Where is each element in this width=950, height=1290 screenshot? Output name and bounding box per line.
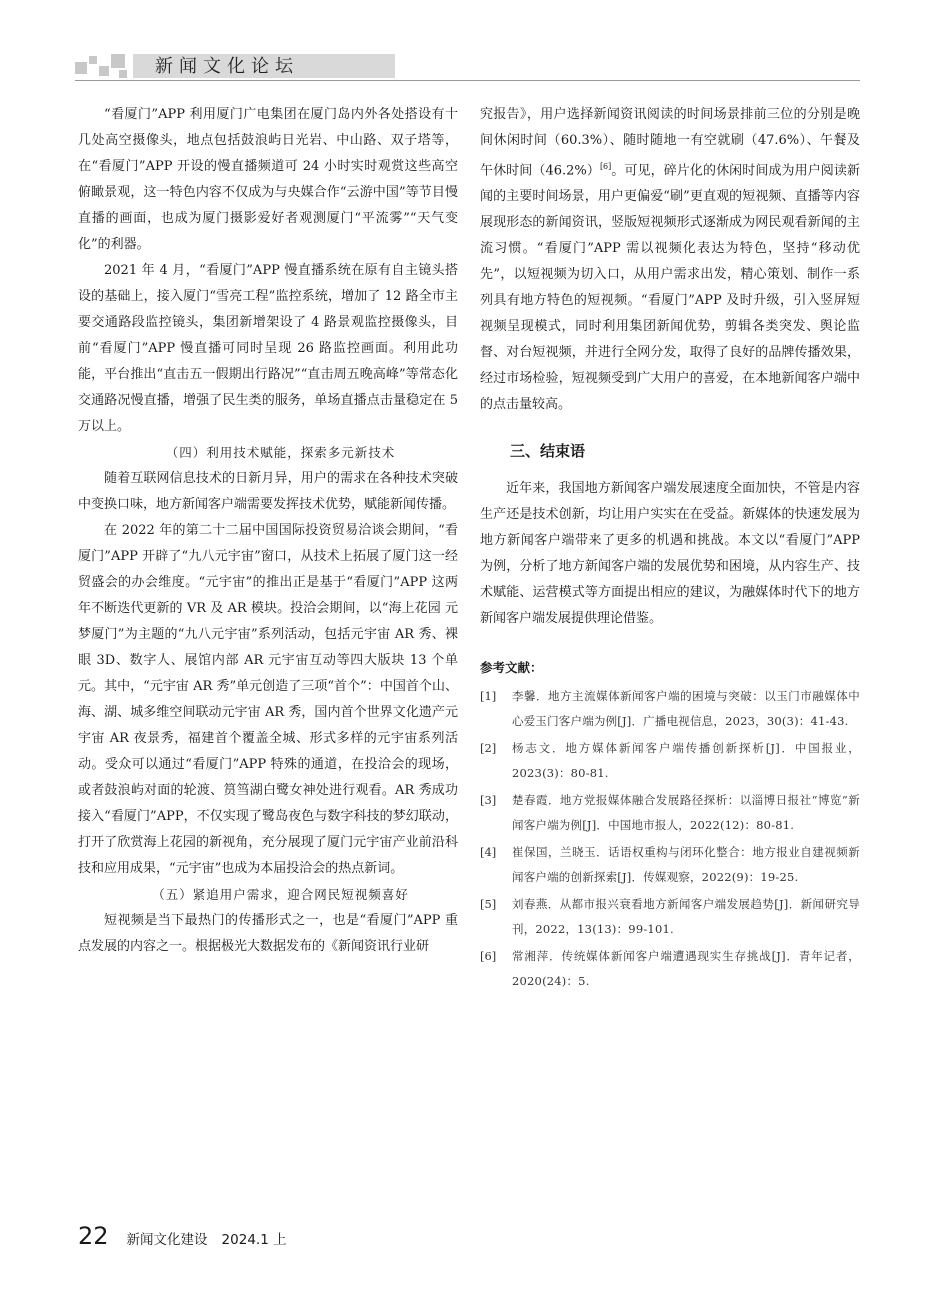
paragraph: “看厦门”APP 利用厦门广电集团在厦门岛内外各处搭设有十几处高空摄像头，地点包括鼓浪屿日光岩、中山路、双子塔等，在“看厦门”APP 开设的慢直播频道可 24 小时实时观赏这些高空俯瞰景观，这一特色内容不仅成为与央媒合作“云游中国”等节目慢直播的画面，也成为厦门摄影爱好者观测厦门“平流雾”“天气变化”的利器。 (78, 107, 458, 252)
reference-text: 崔保国，兰晓玉．话语权重构与闭环化整合：地方报业自建视频新闻客户端的创新探索[J]．传媒观察，2022(9)：19-25. (512, 845, 860, 885)
reference-number: [6] (480, 949, 497, 964)
reference-item (480, 684, 860, 734)
page-number: 22 (78, 1222, 109, 1250)
paragraph: 在 2022 年的第二十二届中国国际投资贸易洽谈会期间，“看厦门”APP 开辟了“九八元宇宙”窗口，从技术上拓展了厦门这一经贸盛会的办会维度。“元宇宙”的推出正是基于“看厦门”APP 这两年不断迭代更新的 VR 及 AR 模块。投洽会期间，以“海上花园 元梦厦门”为主题的“九八元宇宙”系列活动，包括元宇宙 AR 秀、裸眼 3D、数字人、展馆内部 AR 元宇宙互动等四大版块 13 个单元。其中，“元宇宙 AR 秀”单元创造了三项“首个”：中国首个山、海、湖、城多维空间联动元宇宙 AR 秀，国内首个世界文化遗产元宇宙 AR 夜景秀，福建首个覆盖全城、形式多样的元宇宙系列活动。受众可以通过“看厦门”APP 特殊的通道，在投洽会的现场，或者鼓浪屿对面的轮渡、筼筜湖白鹭女神处进行观看。AR 秀成功接入“看厦门”APP，不仅实现了鹭岛夜色与数字科技的梦幻联动，打开了欣赏海上花园的新视角，充分展现了厦门元宇宙产业前沿科技和应用成果，“元宇宙”也成为本届投洽会的热点新词。 (78, 523, 458, 876)
reference-item (480, 736, 860, 786)
subsection-heading-5: （五）紧追用户需求，迎合网民短视频喜好 (152, 887, 409, 902)
reference-number: [4] (480, 845, 497, 860)
paragraph-text: 究报告》，用户选择新闻资讯阅读的时间场景排前三位的分别是晚间休闲时间（60.3%）、随时随地一有空就刷（47.6%）、午餐及午休时间（46.2%） (480, 107, 860, 179)
header-decoration (111, 54, 125, 68)
paragraph: 短视频是当下最热门的传播形式之一，也是“看厦门”APP 重点发展的内容之一。根据极光大数据发布的《新闻资讯行业研 (78, 913, 458, 954)
reference-number: [2] (480, 741, 497, 756)
page-footer (78, 1222, 287, 1252)
reference-number: [3] (480, 793, 497, 808)
subsection-heading-4: （四）利用技术赋能，探索多元新技术 (165, 445, 396, 460)
header-decoration (75, 62, 87, 74)
reference-number: [5] (480, 897, 497, 912)
reference-number: [1] (480, 689, 497, 704)
reference-item (480, 944, 860, 994)
issue-label: 2024.1 上 (221, 1232, 287, 1248)
reference-item (480, 892, 860, 942)
paragraph-continuation (480, 102, 860, 418)
running-header (75, 52, 860, 82)
journal-name: 新闻文化建设 (126, 1232, 208, 1248)
reference-text: 楚春霞．地方党报媒体融合发展路径探析：以淄博日报社“博览”新闻客户端为例[J]．中国地市报人，2022(12)：80-81. (512, 793, 860, 833)
citation-mark: [6] (599, 162, 612, 171)
paragraph-text: 。可见，碎片化的休闲时间成为用户阅读新闻的主要时间场景，用户更偏爱“刷”更直观的短视频、直播等内容展现形态的新闻资讯，竖版短视频形式逐渐成为网民观看新闻的主流习惯。“看厦门”APP 需以视频化表达为特色，坚持“移动优先”，以短视频为切入口，从用户需求出发，精心策划、制作一系列具有地方特色的短视频。“看厦门”APP 及时升级，引入竖屏短视频呈现模式，同时利用集团新闻优势，剪辑各类突发、舆论监督、对台短视频，并进行全网分发，取得了良好的品牌传播效果，经过市场检验，短视频受到广大用户的喜爱，在本地新闻客户端中的点击量较高。 (480, 163, 860, 413)
reference-text: 常湘萍．传统媒体新闻客户端遭遇现实生存挑战[J]．青年记者，2020(24)：5. (512, 949, 860, 989)
reference-text: 杨志文．地方媒体新闻客户端传播创新探析[J]．中国报业，2023(3)：80-81. (512, 741, 860, 781)
reference-item (480, 788, 860, 838)
paragraph: 2021 年 4 月，“看厦门”APP 慢直播系统在原有自主镜头搭设的基础上，接入厦门“雪亮工程”监控系统，增加了 12 路全市主要交通路段监控镜头，集团新增架设了 4 路景观监控摄像头，目前“看厦门”APP 慢直播可同时呈现 26 路监控画面。利用此功能，平台推出“直击五一假期出行路况”“直击周五晚高峰”等常态化交通路况慢直播，增强了民生类的服务，单场直播点击量稳定在 5 万以上。 (78, 263, 458, 434)
header-decoration (89, 56, 97, 64)
conclusion-paragraph: 近年来，我国地方新闻客户端发展速度全面加快，不管是内容生产还是技术创新，均让用户实实在在受益。新媒体的快速发展为地方新闻客户端带来了更多的机遇和挑战。本文以“看厦门”APP 为例，分析了地方新闻客户端的发展优势和困境，从内容生产、技术赋能、运营模式等方面提出相应的建议，为融媒体时代下的地方新闻客户端发展提供理论借鉴。 (480, 481, 860, 627)
left-column (78, 102, 458, 960)
reference-list (480, 684, 860, 994)
reference-text: 李馨．地方主流媒体新闻客户端的困境与突破：以玉门市融媒体中心爱玉门客户端为例[J]．广播电视信息，2023，30(3)：41-43. (512, 689, 860, 729)
reference-item (480, 840, 860, 890)
header-rule (75, 80, 860, 81)
header-decoration (119, 70, 127, 78)
header-decoration (99, 66, 109, 76)
right-column (480, 102, 860, 996)
section-title: 三、结束语 (510, 442, 586, 461)
references-title: 参考文献： (480, 660, 543, 676)
paragraph: 随着互联网信息技术的日新月异，用户的需求在各种技术突破中变换口味，地方新闻客户端需要发挥技术优势，赋能新闻传播。 (78, 471, 458, 512)
section-header-title: 新闻文化论坛 (155, 56, 299, 77)
reference-text: 刘春燕．从都市报兴衰看地方新闻客户端发展趋势[J]．新闻研究导刊，2022，13(13)：99-101. (512, 897, 860, 937)
